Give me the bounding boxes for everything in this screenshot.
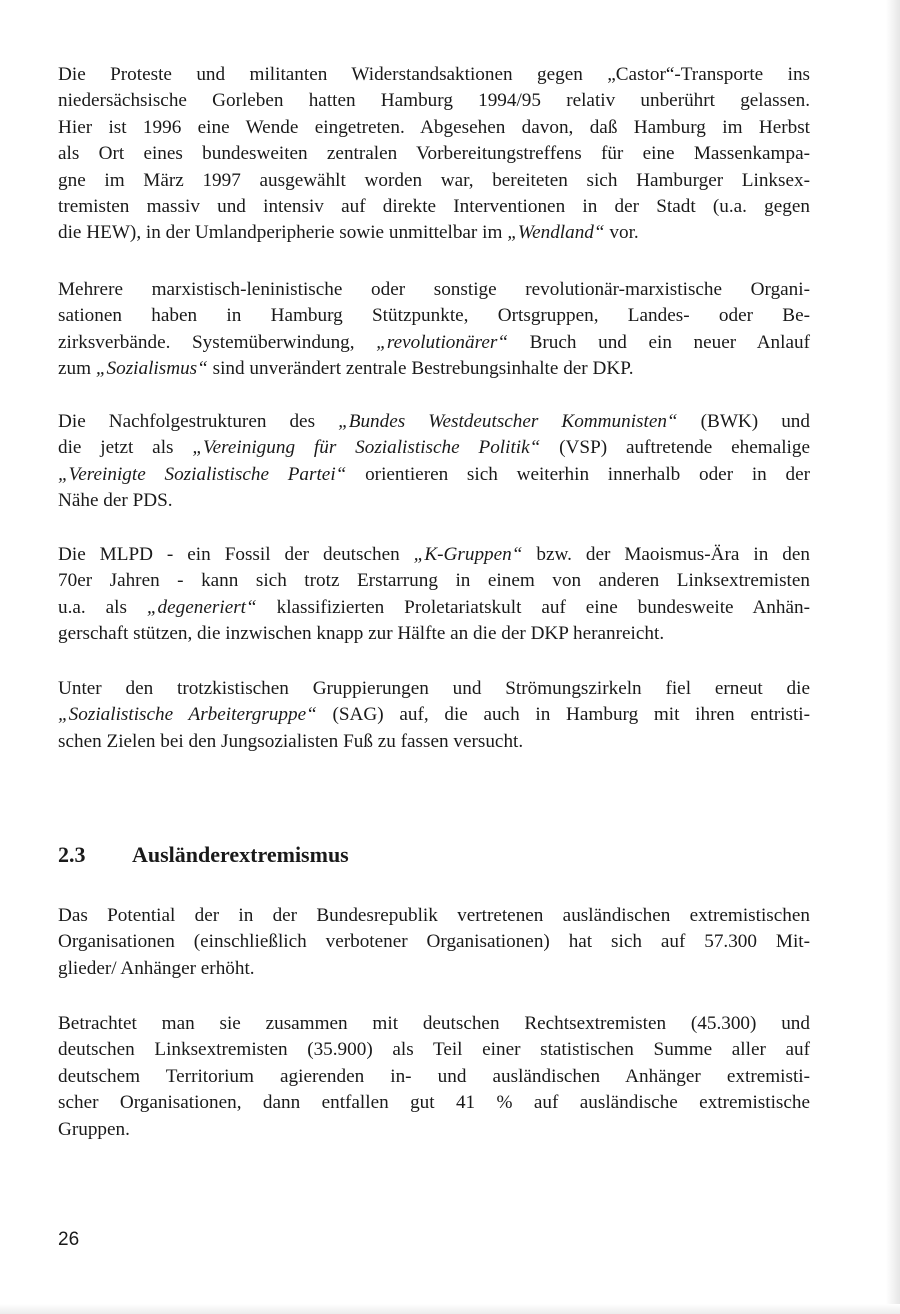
line-text-after: sind unverändert zentrale Bestrebungsinhalte der DKP. <box>207 358 634 380</box>
section-heading <box>58 840 349 870</box>
paragraph-statistical-share <box>58 1011 810 1143</box>
text-line: Hier ist 1996 eine Wende eingetreten. Abgesehen davon, daß Hamburg im Herbst <box>58 116 810 138</box>
line-text-before: die HEW), in der Umlandperipherie sowie unmittelbar im <box>58 222 508 244</box>
text-line: gerschaft stützen, die inzwischen knapp zur Hälfte an die der DKP heranreicht. <box>58 623 665 645</box>
text-line: deutschem Territorium agierenden in- und ausländischen Anhänger extremisti- <box>58 1065 810 1087</box>
text-line: schen Zielen bei den Jungsozialisten Fuß zu fassen versucht. <box>58 730 524 752</box>
text-line <box>58 462 810 488</box>
text-line <box>58 220 810 246</box>
italic-term: „Vereinigung für Sozialistische Politik“ <box>192 437 541 459</box>
line-text-after: orientieren sich weiterhin innerhalb oder in der <box>346 463 811 485</box>
line-text-before: u.a. als <box>58 596 147 618</box>
text-line: deutschen Linksextremisten (35.900) als Teil einer statistischen Summe aller auf <box>58 1039 810 1061</box>
page-number: 26 <box>58 1229 80 1250</box>
text-line: niedersächsische Gorleben hatten Hamburg 1994/95 relativ unberührt gelassen. <box>58 90 810 112</box>
line-text-after: bzw. der Maoismus-Ära in den <box>522 544 810 565</box>
italic-term: „revolutionärer“ <box>376 331 509 353</box>
paragraph-trotskyist-groups <box>58 676 810 755</box>
line-text-before: zirksverbände. Systemüberwindung, <box>58 331 377 353</box>
text-line <box>58 542 810 568</box>
text-line: gne im März 1997 ausgewählt worden war, bereiteten sich Hamburger Linksex- <box>58 169 810 191</box>
italic-term: „Vereinigte Sozialistische Partei“ <box>58 463 347 485</box>
line-text-before: zum <box>58 358 96 380</box>
paragraph-marxist-organizations <box>58 277 810 383</box>
line-text-after: klassifizierten Proletariatskult auf eine bundesweite Anhän- <box>256 596 810 618</box>
text-line <box>58 435 810 461</box>
text-line: scher Organisationen, dann entfallen gut 41 % auf ausländische extremistische <box>58 1092 810 1114</box>
paragraph-mlpd <box>58 542 810 648</box>
text-line <box>58 409 810 435</box>
text-line: Mehrere marxistisch-leninistische oder sonstige revolutionär-marxistische Organi- <box>58 279 810 300</box>
line-text-after: (VSP) auftretende ehemalige <box>540 437 810 459</box>
line-text-after: (BWK) und <box>677 411 810 432</box>
italic-term: „Wendland“ <box>507 222 605 244</box>
line-text-after: Bruch und ein neuer Anlauf <box>508 331 810 353</box>
line-text-after: vor. <box>604 222 639 244</box>
text-line: glieder/ Anhänger erhöht. <box>58 957 255 979</box>
italic-term: „K-Gruppen“ <box>413 544 523 565</box>
italic-term: „Sozialismus“ <box>95 358 208 380</box>
text-line <box>58 595 810 621</box>
page-edge-shadow <box>886 0 900 1314</box>
line-text-before: Die MLPD - ein Fossil der deutschen <box>58 544 414 565</box>
paragraph-castor-protests <box>58 62 810 247</box>
paragraph-foreign-potential <box>58 903 810 982</box>
paragraph-successor-structures <box>58 409 810 515</box>
section-title: Ausländerextremismus <box>132 842 349 867</box>
italic-term: „degeneriert“ <box>146 596 257 618</box>
text-line <box>58 330 810 356</box>
text-line: Organisationen (einschließlich verbotener Organisationen) hat sich auf 57.300 Mit- <box>58 931 810 953</box>
text-line: tremisten massiv und intensiv auf direkte Interventionen in der Stadt (u.a. gegen <box>58 196 810 218</box>
text-line: 70er Jahren - kann sich trotz Erstarrung in einem von anderen Linksextremisten <box>58 570 810 592</box>
text-line: als Ort eines bundesweiten zentralen Vorbereitungstreffens für eine Massenkampa- <box>58 143 810 165</box>
text-line: Unter den trotzkistischen Gruppierungen und Strömungszirkeln fiel erneut die <box>58 678 810 699</box>
text-line: sationen haben in Hamburg Stützpunkte, Ortsgruppen, Landes- oder Be- <box>58 305 810 327</box>
text-line <box>58 702 810 728</box>
italic-term: „Sozialistische Arbeitergruppe“ <box>58 704 317 726</box>
section-number: 2.3 <box>58 842 86 867</box>
text-line: Die Proteste und militanten Widerstandsaktionen gegen „Castor“-Transporte ins <box>58 64 810 85</box>
page-bottom-shadow <box>0 1304 900 1314</box>
line-text-after: (SAG) auf, die auch in Hamburg mit ihren entristi- <box>316 704 810 726</box>
text-line: Betrachtet man sie zusammen mit deutschen Rechtsextremisten (45.300) und <box>58 1013 810 1034</box>
text-line: Das Potential der in der Bundesrepublik vertretenen ausländischen extremistischen <box>58 905 810 926</box>
line-text-before: die jetzt als <box>58 437 193 459</box>
text-line: Gruppen. <box>58 1118 130 1140</box>
line-text-before: Die Nachfolgestrukturen des <box>58 411 339 432</box>
text-line: Nähe der PDS. <box>58 490 173 512</box>
text-line <box>58 356 810 382</box>
italic-term: „Bundes Westdeutscher Kommunisten“ <box>338 411 678 432</box>
